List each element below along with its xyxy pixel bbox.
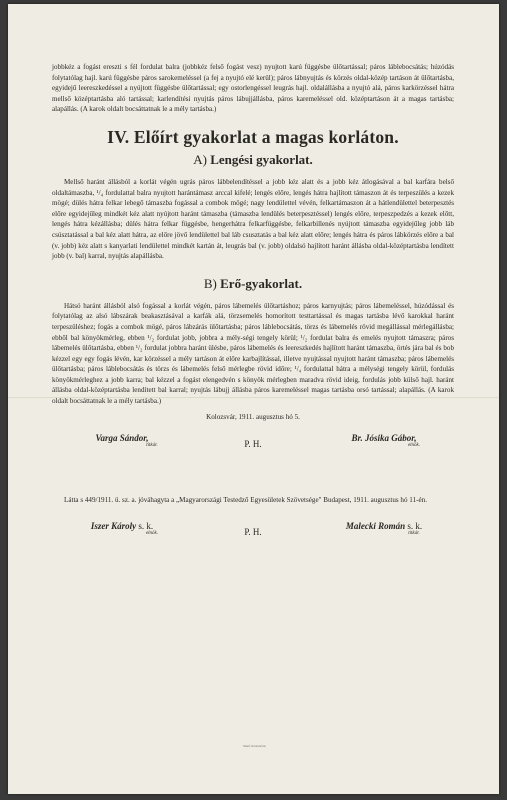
signer-name: Varga Sándor,: [95, 432, 149, 443]
section-b-text: Hátsó haránt állásból alsó fogással a korlát végén, páros lábemelés ülőtartáshoz; páros karnyujtás; páros lábemeléssel, húzódással és folytatólag az alsó lábszárak beakasztásával a karfák alá, törzsemelés homorított testtartással és magas tartásba lévő karokkal haránt terpeszüléshez; fogás a combok mögé, páros lábzárás ülőtartásba; páros láblebocsátás, törzs és lábemelés rövid megállással mérlegállásba; ebből bal könyökmérleg, ebben ¹/₂ fordulat jobb, jobbra a mély-ségi tengely körül; ¹/₂ fordulat balra és emelés nyujtott támaszra; páros lábemelés ülőtartásba, ebben ¹/₂ fordulat jobbra haránt ülésbe, páros lábemelés és leereszkedés hajlított haránt támaszba, örtés jára bal és bob kézzel egy egy fogás lévén, kar körzéssel a mély tartáson át előre karbajlítással, illetve nyujtással nyujtott haránt támaszba; páros lábemelés ülőtartásba; páros láblebocsátás és törzs és lábemelés felső mérlegbe rövid időre; ¹/₄ fordulattal hátra a mélységi tengely körül, fordulás könyökmérleghez a jobb karra; bal kézzel a fogást elengedvén s könyök mérlegben maradva rövid ideig, fordulás jobb külső hajl. haránt állásba oldal-középtartásba lendített bal karral; nyujtás lábujj állásba páros karemeléssel magas tartásba orsó tartással; alapállás. (A karok oldalt bocsáttatnak le a mély tartásba.): [52, 301, 454, 406]
signature-right-2: [314, 521, 454, 536]
signature-left-1: [52, 433, 192, 448]
approval-text: Látta s 449/1911. ü. sz. a. jóváhagyta a „Magyarországi Testedző Egyesületek Szövetsége" Budapest, 1911. augusztus hó 11-én.: [64, 495, 427, 504]
document-sheet: [8, 4, 499, 794]
seal-mark: P. H.: [244, 527, 262, 538]
signer-role: elnök.: [145, 531, 159, 537]
section-a-letter: A): [193, 151, 207, 167]
section-b-title: Erő-gyakorlat.: [220, 275, 303, 291]
signer-name-text: Malecki Román: [345, 521, 406, 532]
signer-sk: s. k.: [407, 521, 423, 532]
section-a-heading: [52, 152, 454, 168]
section-b-letter: B): [203, 275, 217, 291]
signer-name: [52, 521, 192, 531]
signer-name: [314, 521, 454, 531]
signer-role: elnök.: [407, 442, 421, 448]
signature-row-1: [52, 433, 454, 449]
intro-paragraph: jobbkéz a fogást ereszti s fél fordulat balra (jobbkéz felső fogást vesz) nyujtott karú függésbe ülőtartással; páros láblebocsátás; húzódás folytatólag hajl. karú függésbe páros sarokemeléssel (a fej a nyujtó elé kerül); páros lábnyujtás és körzés oldal-közép tartáson át ülőtartásba, egyidejű leereszkedéssel a nyújtott függésbe ülőtartással; egy ostorlengéssel leugrás hajl. oldalállásba a nyujtó alá, páros karkörzéssel hátra mellső középtartásba aló tartással; karlendítési nyujtás páros lábujjállásba, páros karemeléssel old. középtartáson át a magas tartásba; alapállás. (A karok oldalt bocsáttatnak le a mély tartásba.): [52, 63, 454, 114]
section-a-text: Mellső haránt állásból a korlát végén ugrás páros lábbelendítéssel a jobb kéz alatt és a jobb kéz átlogásával a bal karfára belső oldaltámaszba, ¹/₄ fordulattal balra nyujtott harántámasz arccal kifelé; lengés előre, lengés hátra hajlított támaszon át és terpeszülés a kezek mögé; dülés hátra felkar lebegő támaszba fogással a combok mögé; nagy lendülettel vévén, felkartámaszon át a hátlendülettel beterpesztés előre egyidejűleg mindkét kéz alatt nyújtott haránt támaszba (támaszba lendülés beterpesztéssel) lengés előre, terpeszpedzés a kezek előtt, lengés hátra kézállásba; dülés hátra felkar függésbe, hengerhátra felkarfüggésbe, felkarbillenés nyújtott támaszba egyidejűleg jobb láb csúsztatással a bal kéz alatt hátra, az előre jövő lendülettel bal láb csusztatás a bal kéz alatt előre; lengés hátra és páros lábkörzés előre a bal (v. jobb) kéz alatt s kanyarlati lendülettel mindkét kartán át, leugrás bal (v. jobb) oldalsó hajlított haránt állásba oldal-középtartásba lendített jobb (v. bal) karral, nyujtás alapállásba.: [52, 177, 454, 261]
signer-name: Br. Jósika Gábor,: [351, 432, 417, 443]
signature-left-2: [52, 521, 192, 536]
signer-name-text: Iszer Károly: [90, 521, 137, 532]
printer-mark: Stief, Kolozsvár: [243, 744, 266, 748]
signer-sk: s. k.: [138, 521, 154, 532]
section-b-heading: [52, 276, 454, 292]
main-heading: IV. Előírt gyakorlat a magas korláton.: [107, 126, 399, 147]
seal-mark: P. H.: [244, 438, 262, 449]
signer-role: titkár.: [146, 442, 158, 448]
signature-row-2: [52, 521, 454, 537]
document-content: [52, 62, 454, 537]
place-date: Kolozsvár, 1911. augusztus hó 5.: [206, 412, 300, 421]
section-a-title: Lengési gyakorlat.: [210, 151, 313, 167]
signature-right-1: [314, 433, 454, 448]
signer-role: titkár.: [408, 531, 420, 537]
